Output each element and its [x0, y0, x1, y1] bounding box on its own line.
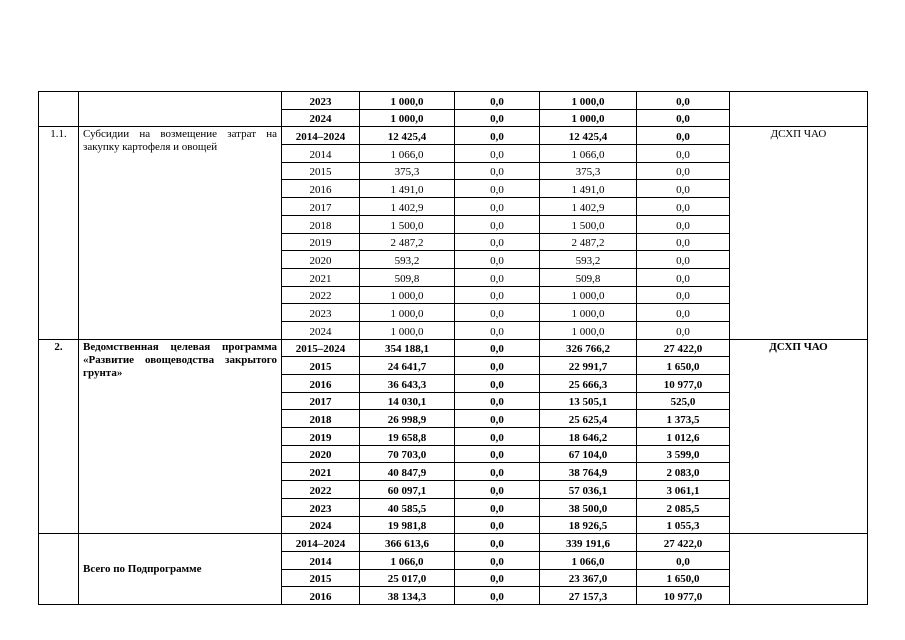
name-cell: Ведомственная целевая программа «Развитие овощеводства закрытого грунта»: [79, 339, 282, 534]
district-budget-cell: 38 764,9: [540, 463, 637, 481]
federal-budget-cell: 0,0: [455, 162, 540, 180]
year-cell: 2015: [282, 357, 360, 375]
total-cell: 1 500,0: [360, 215, 455, 233]
other-sources-cell: 0,0: [637, 145, 730, 163]
year-cell: 2021: [282, 463, 360, 481]
other-sources-cell: 0,0: [637, 162, 730, 180]
other-sources-cell: 0,0: [637, 321, 730, 339]
federal-budget-cell: 0,0: [455, 233, 540, 251]
year-cell: 2023: [282, 498, 360, 516]
year-cell: 2019: [282, 428, 360, 446]
funding-table: [38, 91, 868, 605]
year-cell: 2017: [282, 198, 360, 216]
other-sources-cell: 1 650,0: [637, 357, 730, 375]
district-budget-cell: 593,2: [540, 251, 637, 269]
year-cell: 2024: [282, 321, 360, 339]
district-budget-cell: 67 104,0: [540, 445, 637, 463]
table-row: [39, 127, 868, 145]
district-budget-cell: 38 500,0: [540, 498, 637, 516]
year-cell: 2020: [282, 445, 360, 463]
district-budget-cell: 2 487,2: [540, 233, 637, 251]
federal-budget-cell: 0,0: [455, 180, 540, 198]
federal-budget-cell: 0,0: [455, 145, 540, 163]
district-budget-cell: 18 926,5: [540, 516, 637, 534]
district-budget-cell: 1 066,0: [540, 551, 637, 569]
federal-budget-cell: 0,0: [455, 375, 540, 393]
table-row: [39, 92, 868, 110]
district-budget-cell: 1 000,0: [540, 286, 637, 304]
total-cell: 40 585,5: [360, 498, 455, 516]
other-sources-cell: 2 085,5: [637, 498, 730, 516]
district-budget-cell: 1 000,0: [540, 109, 637, 127]
other-sources-cell: 2 083,0: [637, 463, 730, 481]
total-cell: 509,8: [360, 268, 455, 286]
total-cell: 40 847,9: [360, 463, 455, 481]
year-cell: 2017: [282, 392, 360, 410]
year-cell: 2020: [282, 251, 360, 269]
year-cell: 2024: [282, 516, 360, 534]
federal-budget-cell: 0,0: [455, 251, 540, 269]
total-cell: 1 000,0: [360, 321, 455, 339]
total-cell: 70 703,0: [360, 445, 455, 463]
federal-budget-cell: 0,0: [455, 445, 540, 463]
district-budget-cell: 25 625,4: [540, 410, 637, 428]
federal-budget-cell: 0,0: [455, 304, 540, 322]
other-sources-cell: 0,0: [637, 180, 730, 198]
other-sources-cell: 0,0: [637, 233, 730, 251]
district-budget-cell: 1 000,0: [540, 321, 637, 339]
total-cell: 25 017,0: [360, 569, 455, 587]
responsible-cell: ДСХП ЧАО: [730, 339, 868, 534]
year-cell: 2014–2024: [282, 127, 360, 145]
federal-budget-cell: 0,0: [455, 516, 540, 534]
district-budget-cell: 13 505,1: [540, 392, 637, 410]
total-cell: 14 030,1: [360, 392, 455, 410]
total-cell: 375,3: [360, 162, 455, 180]
total-cell: 354 188,1: [360, 339, 455, 357]
other-sources-cell: 0,0: [637, 286, 730, 304]
district-budget-cell: 25 666,3: [540, 375, 637, 393]
district-budget-cell: 23 367,0: [540, 569, 637, 587]
federal-budget-cell: 0,0: [455, 410, 540, 428]
total-cell: 1 000,0: [360, 92, 455, 110]
other-sources-cell: 1 373,5: [637, 410, 730, 428]
total-cell: 1 491,0: [360, 180, 455, 198]
total-cell: 24 641,7: [360, 357, 455, 375]
year-cell: 2019: [282, 233, 360, 251]
other-sources-cell: 27 422,0: [637, 339, 730, 357]
federal-budget-cell: 0,0: [455, 481, 540, 499]
federal-budget-cell: 0,0: [455, 463, 540, 481]
year-cell: 2022: [282, 286, 360, 304]
total-cell: 1 000,0: [360, 304, 455, 322]
total-cell: 19 658,8: [360, 428, 455, 446]
other-sources-cell: 10 977,0: [637, 587, 730, 605]
other-sources-cell: 10 977,0: [637, 375, 730, 393]
federal-budget-cell: 0,0: [455, 534, 540, 552]
district-budget-cell: 326 766,2: [540, 339, 637, 357]
year-cell: 2016: [282, 587, 360, 605]
other-sources-cell: 0,0: [637, 92, 730, 110]
other-sources-cell: 0,0: [637, 268, 730, 286]
federal-budget-cell: 0,0: [455, 109, 540, 127]
federal-budget-cell: 0,0: [455, 428, 540, 446]
year-cell: 2018: [282, 410, 360, 428]
total-cell: 593,2: [360, 251, 455, 269]
district-budget-cell: 509,8: [540, 268, 637, 286]
year-cell: 2016: [282, 180, 360, 198]
federal-budget-cell: 0,0: [455, 339, 540, 357]
table-row: [39, 534, 868, 552]
other-sources-cell: 3 061,1: [637, 481, 730, 499]
year-cell: 2015–2024: [282, 339, 360, 357]
total-cell: 2 487,2: [360, 233, 455, 251]
district-budget-cell: 18 646,2: [540, 428, 637, 446]
year-cell: 2015: [282, 162, 360, 180]
district-budget-cell: 1 066,0: [540, 145, 637, 163]
other-sources-cell: 3 599,0: [637, 445, 730, 463]
district-budget-cell: 1 491,0: [540, 180, 637, 198]
other-sources-cell: 525,0: [637, 392, 730, 410]
federal-budget-cell: 0,0: [455, 357, 540, 375]
total-cell: 38 134,3: [360, 587, 455, 605]
federal-budget-cell: 0,0: [455, 551, 540, 569]
name-cell: Всего по Подпрограмме: [79, 534, 282, 605]
district-budget-cell: 57 036,1: [540, 481, 637, 499]
district-budget-cell: 1 402,9: [540, 198, 637, 216]
district-budget-cell: 1 000,0: [540, 304, 637, 322]
responsible-cell: [730, 92, 868, 127]
total-cell: 12 425,4: [360, 127, 455, 145]
responsible-cell: [730, 534, 868, 605]
federal-budget-cell: 0,0: [455, 127, 540, 145]
federal-budget-cell: 0,0: [455, 286, 540, 304]
other-sources-cell: 0,0: [637, 127, 730, 145]
federal-budget-cell: 0,0: [455, 392, 540, 410]
total-cell: 1 402,9: [360, 198, 455, 216]
name-cell: [79, 92, 282, 127]
year-cell: 2018: [282, 215, 360, 233]
total-cell: 19 981,8: [360, 516, 455, 534]
other-sources-cell: 0,0: [637, 551, 730, 569]
year-cell: 2023: [282, 92, 360, 110]
index-cell: [39, 534, 79, 605]
total-cell: 1 066,0: [360, 551, 455, 569]
year-cell: 2015: [282, 569, 360, 587]
other-sources-cell: 27 422,0: [637, 534, 730, 552]
total-cell: 60 097,1: [360, 481, 455, 499]
federal-budget-cell: 0,0: [455, 321, 540, 339]
federal-budget-cell: 0,0: [455, 268, 540, 286]
federal-budget-cell: 0,0: [455, 587, 540, 605]
table-row: [39, 339, 868, 357]
other-sources-cell: 1 055,3: [637, 516, 730, 534]
other-sources-cell: 1 012,6: [637, 428, 730, 446]
other-sources-cell: 0,0: [637, 198, 730, 216]
year-cell: 2021: [282, 268, 360, 286]
responsible-cell: ДСХП ЧАО: [730, 127, 868, 339]
total-cell: 1 066,0: [360, 145, 455, 163]
year-cell: 2022: [282, 481, 360, 499]
other-sources-cell: 0,0: [637, 304, 730, 322]
other-sources-cell: 0,0: [637, 109, 730, 127]
federal-budget-cell: 0,0: [455, 215, 540, 233]
total-cell: 366 613,6: [360, 534, 455, 552]
district-budget-cell: 27 157,3: [540, 587, 637, 605]
district-budget-cell: 1 000,0: [540, 92, 637, 110]
name-cell: Субсидии на возмещение затрат на закупку картофеля и овощей: [79, 127, 282, 339]
index-cell: [39, 92, 79, 127]
other-sources-cell: 1 650,0: [637, 569, 730, 587]
index-cell: 1.1.: [39, 127, 79, 339]
district-budget-cell: 12 425,4: [540, 127, 637, 145]
year-cell: 2024: [282, 109, 360, 127]
year-cell: 2014: [282, 551, 360, 569]
year-cell: 2016: [282, 375, 360, 393]
total-cell: 1 000,0: [360, 286, 455, 304]
year-cell: 2014: [282, 145, 360, 163]
year-cell: 2014–2024: [282, 534, 360, 552]
district-budget-cell: 375,3: [540, 162, 637, 180]
index-cell: 2.: [39, 339, 79, 534]
district-budget-cell: 339 191,6: [540, 534, 637, 552]
total-cell: 36 643,3: [360, 375, 455, 393]
federal-budget-cell: 0,0: [455, 92, 540, 110]
total-cell: 1 000,0: [360, 109, 455, 127]
federal-budget-cell: 0,0: [455, 569, 540, 587]
year-cell: 2023: [282, 304, 360, 322]
district-budget-cell: 1 500,0: [540, 215, 637, 233]
other-sources-cell: 0,0: [637, 215, 730, 233]
other-sources-cell: 0,0: [637, 251, 730, 269]
federal-budget-cell: 0,0: [455, 198, 540, 216]
total-cell: 26 998,9: [360, 410, 455, 428]
federal-budget-cell: 0,0: [455, 498, 540, 516]
district-budget-cell: 22 991,7: [540, 357, 637, 375]
